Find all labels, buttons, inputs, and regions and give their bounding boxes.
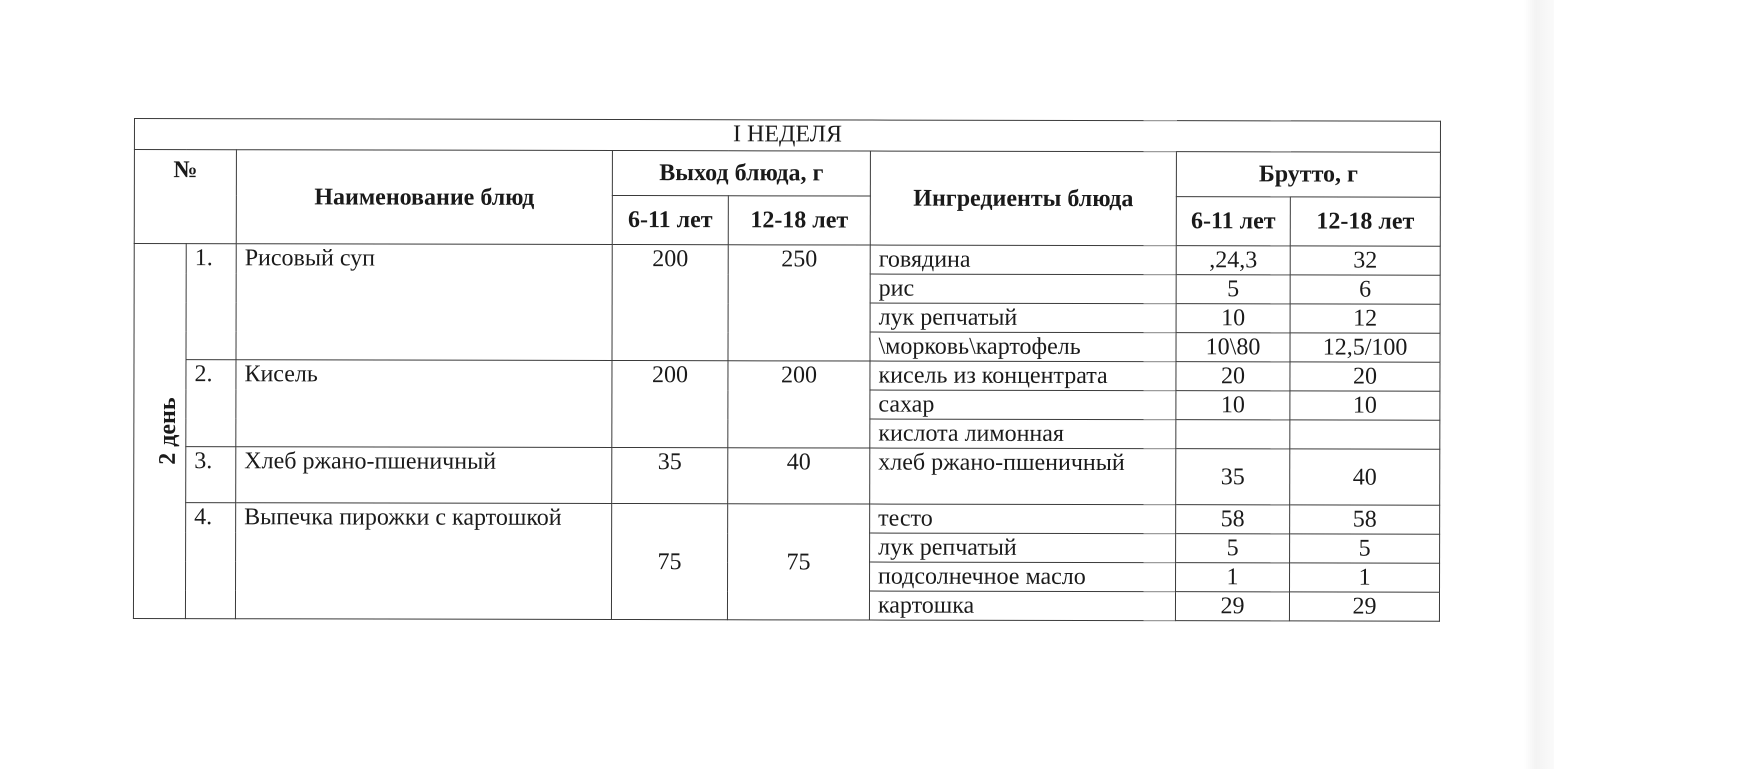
ingredient-name: рис: [870, 274, 1176, 304]
dish-yield-6-11: 200: [612, 361, 728, 448]
yield-age-6-11-header: 6-11 лет: [612, 196, 728, 245]
ingredient-gross-12-18: 32: [1290, 246, 1440, 275]
week-title: I НЕДЕЛЯ: [134, 119, 1440, 153]
dish-yield-6-11: 75: [611, 504, 727, 620]
ingredient-name: \морковь\картофель: [870, 332, 1176, 362]
dish-name: Выпечка пирожки с картошкой: [235, 503, 611, 620]
number-header: №: [134, 150, 236, 244]
dish-yield-12-18: 40: [728, 448, 870, 504]
table-row: [134, 360, 1440, 392]
dish-number: 4.: [185, 503, 235, 619]
ingredient-gross-12-18: 20: [1290, 362, 1440, 391]
dish-number: 1.: [186, 244, 236, 360]
gross-header: Брутто, г: [1176, 152, 1440, 198]
dish-yield-12-18: 250: [728, 245, 870, 361]
ingredient-gross-6-11: 29: [1175, 592, 1289, 621]
gross-age-6-11-header: 6-11 лет: [1176, 197, 1290, 246]
ingredient-name: хлеб ржано-пшеничный: [870, 448, 1176, 505]
ingredient-gross-6-11: 10: [1176, 304, 1290, 333]
ingredient-gross-12-18: 12: [1290, 304, 1440, 333]
ingredient-name: кисель из концентрата: [870, 361, 1176, 391]
ingredient-gross-12-18: 10: [1290, 391, 1440, 420]
gross-age-12-18-header: 12-18 лет: [1290, 197, 1440, 246]
ingredient-gross-6-11: 1: [1176, 563, 1290, 592]
ingredient-gross-6-11: 35: [1176, 449, 1290, 505]
ingredient-gross-12-18: 5: [1290, 534, 1440, 563]
dish-name: Кисель: [236, 360, 612, 448]
ingredient-gross-6-11: 10\80: [1176, 333, 1290, 362]
ingredient-gross-12-18: 6: [1290, 275, 1440, 304]
ingredient-gross-12-18: 1: [1290, 563, 1440, 592]
menu-table: [133, 118, 1441, 622]
ingredient-gross-12-18: 29: [1289, 592, 1439, 621]
dish-number: 2.: [186, 360, 236, 447]
ingredient-gross-12-18: 40: [1290, 449, 1440, 505]
table-row: [134, 503, 1440, 535]
dish-yield-12-18: 75: [727, 504, 869, 620]
ingredient-name: говядина: [870, 245, 1176, 275]
ingredient-gross-12-18: 58: [1290, 505, 1440, 534]
ingredient-name: картошка: [869, 591, 1175, 621]
ingredient-gross-6-11: 58: [1176, 505, 1290, 534]
ingredient-gross-12-18: 12,5/100: [1290, 333, 1440, 362]
ingredient-gross-6-11: ,24,3: [1176, 246, 1290, 275]
ingredient-name: сахар: [870, 390, 1176, 420]
dish-yield-6-11: 200: [612, 245, 728, 361]
ingredient-name: тесто: [870, 504, 1176, 534]
dish-name-header: Наименование блюд: [236, 150, 612, 245]
dish-name: Хлеб ржано-пшеничный: [236, 447, 612, 504]
ingredient-gross-6-11: [1176, 420, 1290, 449]
dish-name: Рисовый суп: [236, 244, 612, 361]
ingredient-name: кислота лимонная: [870, 419, 1176, 449]
day-label: 2 день: [154, 397, 182, 465]
scan-edge-shadow: [1524, 0, 1554, 769]
ingredient-name: подсолнечное масло: [870, 562, 1176, 592]
ingredient-name: лук репчатый: [870, 303, 1176, 333]
ingredient-gross-6-11: 20: [1176, 362, 1290, 391]
ingredient-gross-6-11: 5: [1176, 275, 1290, 304]
dish-yield-12-18: 200: [728, 361, 870, 448]
day-cell: [133, 244, 186, 619]
ingredient-gross-6-11: 10: [1176, 391, 1290, 420]
ingredient-gross-12-18: [1290, 420, 1440, 449]
ingredient-name: лук репчатый: [870, 533, 1176, 563]
ingredient-gross-6-11: 5: [1176, 534, 1290, 563]
yield-header: Выход блюда, г: [612, 151, 870, 197]
dish-yield-6-11: 35: [612, 448, 728, 504]
dish-number: 3.: [186, 447, 236, 503]
yield-age-12-18-header: 12-18 лет: [728, 196, 870, 245]
ingredients-header: Ингредиенты блюда: [870, 151, 1176, 246]
table-row: [134, 244, 1440, 276]
table-row: [134, 447, 1440, 506]
